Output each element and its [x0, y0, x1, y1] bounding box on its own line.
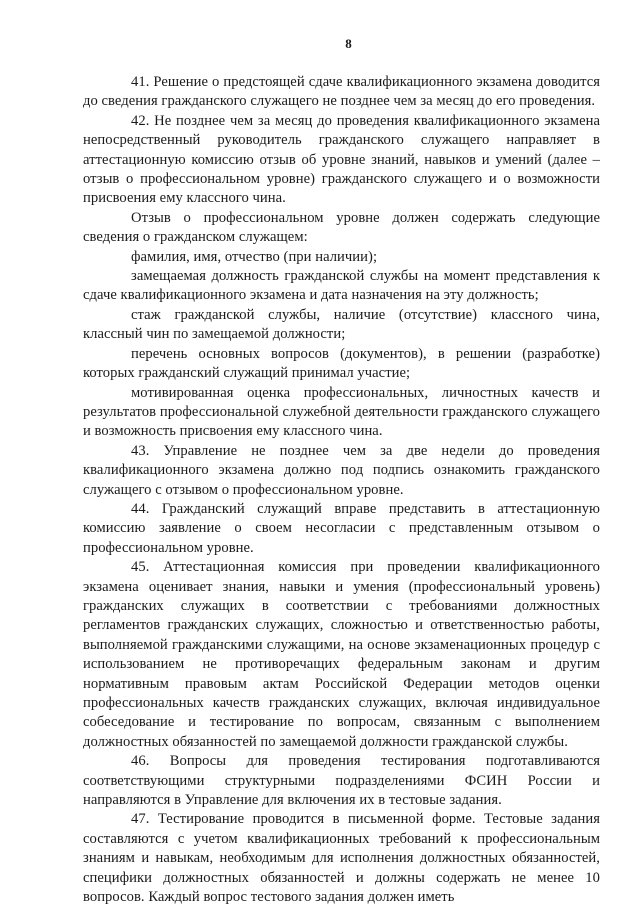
- paragraph-41: 41. Решение о предстоящей сдаче квалификационного экзамена доводится до сведения гражданского служащего не позднее чем за месяц до его проведения.: [83, 74, 600, 110]
- list-item-issues: перечень основных вопросов (документов), в решении (разработке) которых гражданский служащий принимал участие;: [83, 345, 600, 382]
- list-item-service-length: стаж гражданской службы, наличие (отсутствие) классного чина, классный чин по замещаемой должности;: [83, 306, 600, 343]
- list-item-assessment: мотивированная оценка профессиональных, личностных качеств и результатов профессиональной служебной деятельности гражданского служащего и возможность присвоения ему классного чина.: [83, 384, 600, 440]
- paragraph-45: 45. Аттестационная комиссия при проведении квалификационного экзамена оценивает знания, навыки и умения (профессиональный уровень) гражданских служащих в соответствии с требованиями должностных регламентов гражданских служащих, сложностью и ответственностью работы, выполняемой гражданскими служащими, на основе экзаменационных процедур с использованием не противоречащих федеральным законам и другим нормативным правовым актам Российской Федерации методов оценки профессиональных качеств гражданских служащих, включая индивидуальное собеседование и тестирование по вопросам, связанным с выполнением должностных обязанностей по замещаемой должности гражданской службы.: [83, 559, 600, 750]
- page-number: 8: [345, 36, 352, 51]
- list-item-full-name: фамилия, имя, отчество (при наличии);: [131, 248, 378, 265]
- paragraph-44: 44. Гражданский служащий вправе представить в аттестационную комиссию заявление о своем несогласии с представленным отзывом о профессиональном уровне.: [83, 500, 600, 556]
- paragraph-46: 46. Вопросы для проведения тестирования подготавливаются соответствующими структурными подразделениями ФСИН России и направляются в Управление для включения их в тестовые задания.: [83, 753, 600, 809]
- paragraph-review-content: Отзыв о профессиональном уровне должен содержать следующие сведения о гражданском служащем:: [83, 209, 600, 246]
- list-item-position: замещаемая должность гражданской службы на момент представления к сдаче квалификационного экзамена и дата назначения на эту должность;: [83, 268, 600, 304]
- paragraph-43: 43. Управление не позднее чем за две недели до проведения квалификационного экзамена должно под подпись ознакомить гражданского служащего с отзывом о профессиональном уровне.: [83, 442, 600, 498]
- paragraph-42: 42. Не позднее чем за месяц до проведения квалификационного экзамена непосредственный руководитель гражданского служащего направляет в аттестационную комиссию отзыв об уровне знаний, навыков и умений (далее – отзыв о профессиональном уровне) гражданского служащего и о возможности присвоения ему классного чина.: [83, 112, 600, 207]
- paragraph-47: 47. Тестирование проводится в письменной форме. Тестовые задания составляются с учетом квалификационных требований к профессиональным знаниям и навыкам, необходимым для исполнения должностных обязанностей, специфики должностных обязанностей и должны содержать не менее 10 вопросов. Каждый вопрос тестового задания должен иметь: [83, 811, 600, 906]
- document-body: [83, 73, 600, 907]
